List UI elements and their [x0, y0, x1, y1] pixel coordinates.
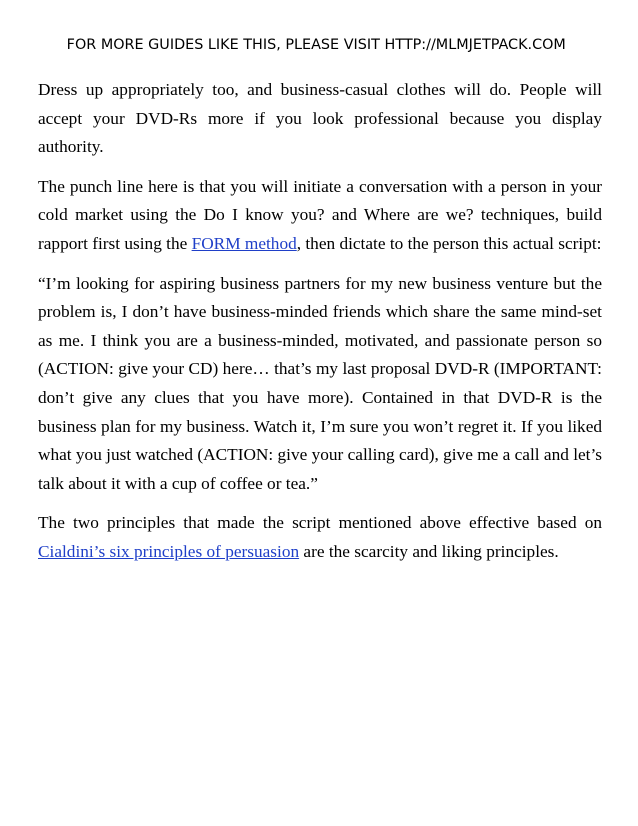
page-header: FOR MORE GUIDES LIKE THIS, PLEASE VISIT HTTP://MLMJETPACK.COM — [66, 36, 566, 53]
paragraph-script-quote: “I’m looking for aspiring business partners for my new business venture but the problem is, I don’t have business-minded friends which share the same mind-set as me. I think you are a business-minded, motivated, and passionate person so (ACTION: give your CD) here… that’s my last proposal DVD-R (IMPORTANT: don’t give any clues that you have more). Contained in that DVD-R is the business plan for my business. Watch it, I’m sure you won’t regret it. If you liked what you just watched (ACTION: give your calling card), give me a call and let’s talk about it with a cup of coffee or tea.” — [38, 273, 602, 493]
paragraph-principles-text-start: The two principles that made the script mentioned above effective based on — [38, 513, 602, 533]
form-method-link[interactable]: FORM method — [191, 233, 297, 253]
paragraph-punch-line-text-end: , then dictate to the person this actual script: — [296, 233, 602, 253]
paragraph-punch-line — [38, 173, 602, 259]
cialdini-principles-link[interactable]: Cialdini’s six principles of persuasion — [38, 541, 300, 561]
paragraph-dress-code: Dress up appropriately too, and business-casual clothes will do. People will accept your DVD-Rs more if you look professional because you display authority. — [38, 80, 602, 157]
paragraph-principles — [38, 509, 602, 566]
paragraph-punch-line-text-start: The punch line here is that you will initiate a conversation with a person in your cold market using the Do I know you? and Where are we? techniques, build rapport first using the — [38, 176, 602, 253]
paragraph-principles-text-end: are the scarcity and liking principles. — [299, 541, 559, 561]
document-body — [38, 76, 602, 578]
